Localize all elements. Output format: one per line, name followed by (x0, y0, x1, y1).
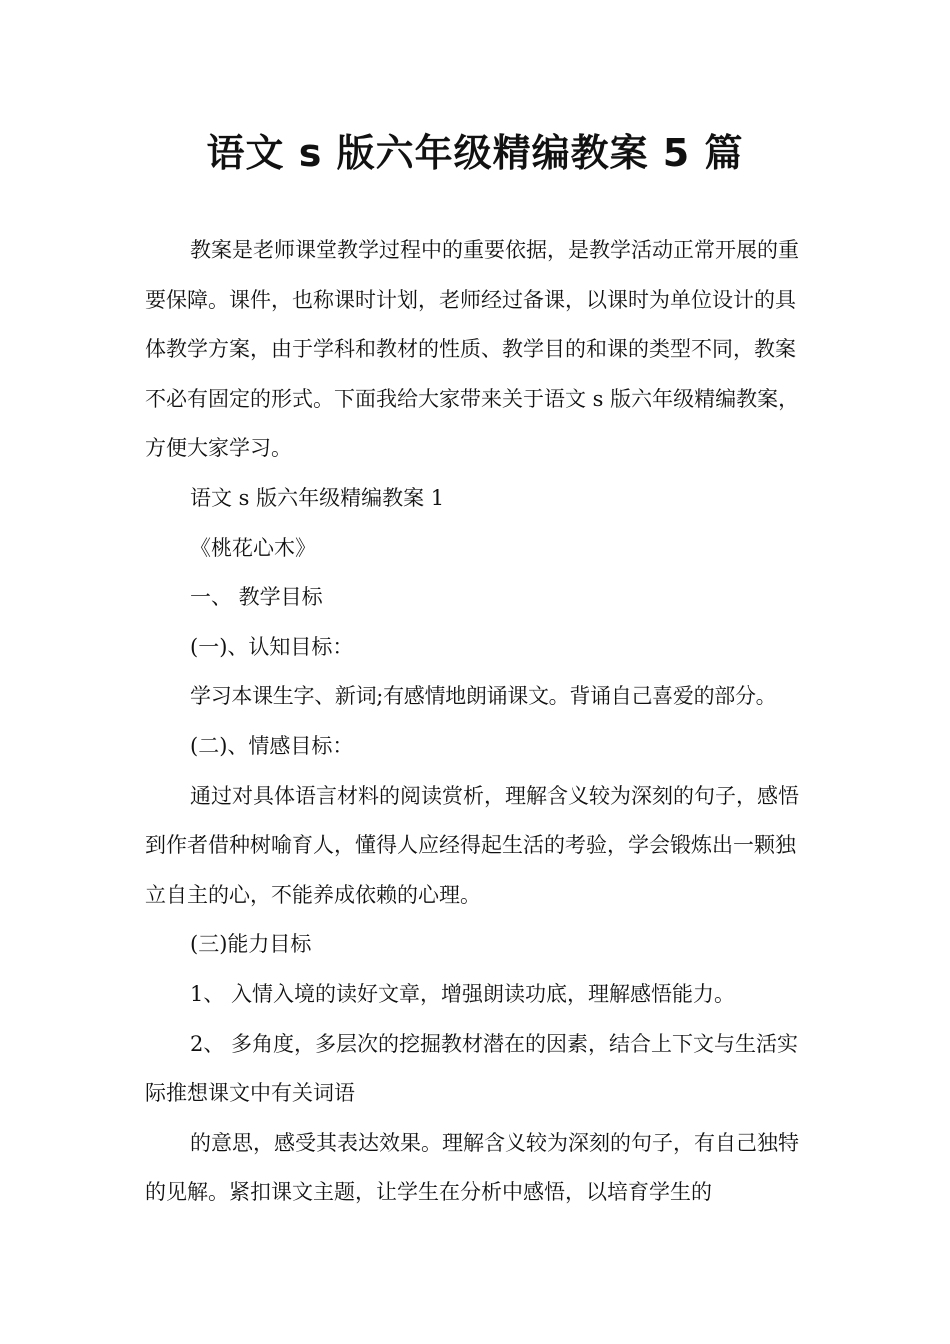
subheading-ability: (三)能力目标 (190, 932, 312, 957)
section-heading-goals: 一、 教学目标 (190, 585, 323, 610)
subheading-cognitive: (一)、认知目标： (190, 634, 354, 659)
intro-paragraph: 教案是老师课堂教学过程中的重要依据，是教学活动正常开展的重要保障。课件，也称课时计划，老师经过备课，以课时为单位设计的具体教学方案，由于学科和教材的性质、教学目的和课的类型不同，教案不必有固定的形式。下面我给大家带来关于语文 s 版六年级精编教案，方便大家学习。 (145, 238, 800, 461)
cognitive-goal-text: 学习本课生字、新词;有感情地朗诵课文。背诵自己喜爱的部分。 (190, 684, 777, 709)
lesson-title: 《桃花心木》 (190, 535, 316, 560)
lesson-heading: 语文 s 版六年级精编教案 1 (190, 485, 445, 510)
subheading-emotional: (二)、情感目标： (190, 733, 354, 758)
document-body (145, 226, 815, 1218)
ability-goal-item-1: 1、 入情入境的读好文章，增强朗读功底，理解感悟能力。 (190, 981, 736, 1006)
ability-goal-continuation: 的意思，感受其表达效果。理解含义较为深刻的句子，有自己独特的见解。紧扣课文主题，让学生在分析中感悟，以培育学生的 (145, 1130, 799, 1205)
document-title: 语文 s 版六年级精编教案 5 篇 (206, 131, 744, 175)
emotional-goal-text: 通过对具体语言材料的阅读赏析，理解含义较为深刻的句子，感悟到作者借种树喻育人，懂得人应经得起生活的考验，学会锻炼出一颗独立自主的心，不能养成依赖的心理。 (145, 783, 799, 907)
ability-goal-item-2: 2、 多角度，多层次的挖掘教材潜在的因素，结合上下文与生活实际推想课文中有关词语 (145, 1031, 799, 1106)
